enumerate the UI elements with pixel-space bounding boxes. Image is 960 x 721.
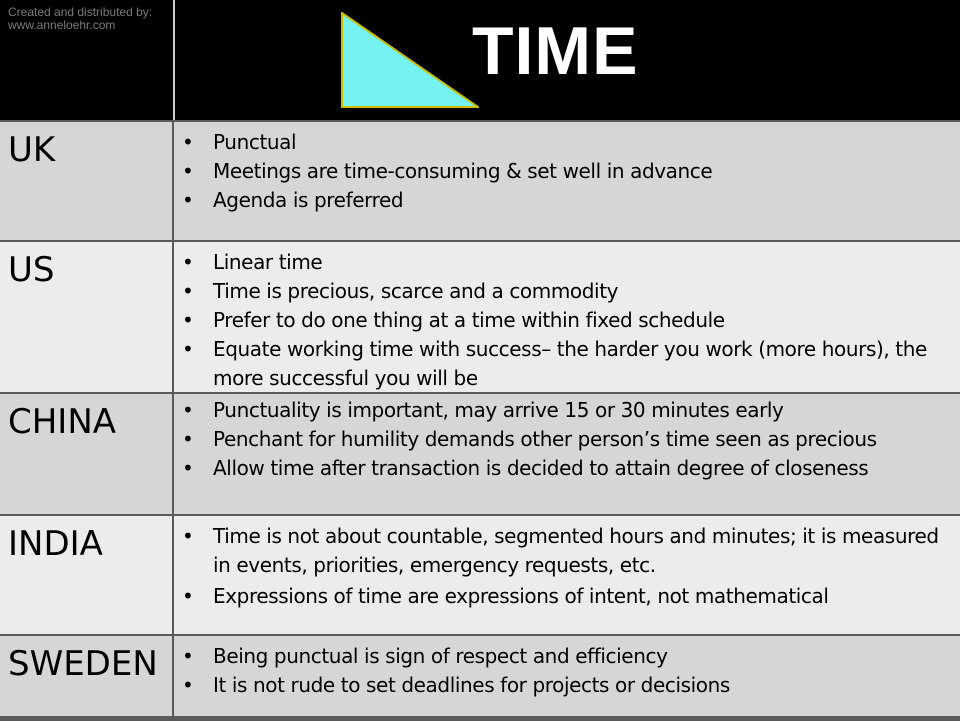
country-label: CHINA xyxy=(8,402,117,442)
country-cell xyxy=(0,636,174,716)
header-divider xyxy=(173,0,175,120)
points-list xyxy=(182,128,952,215)
bullet-point: • Meetings are time-consuming & set well in advance xyxy=(182,157,952,186)
table-row-uk xyxy=(0,120,960,240)
bullet-point: • Time is precious, scarce and a commodity xyxy=(182,277,952,306)
country-label: US xyxy=(8,250,55,290)
bullet-point: • Punctual xyxy=(182,128,952,157)
table-row-china xyxy=(0,392,960,514)
table-row-india xyxy=(0,514,960,634)
points-list xyxy=(182,396,952,483)
bullet-point: • Agenda is preferred xyxy=(182,186,952,215)
credit-text xyxy=(8,6,152,32)
bullet-point: • Prefer to do one thing at a time within fixed schedule xyxy=(182,306,952,335)
credit-line-1: Created and distributed by: xyxy=(8,5,153,19)
country-label: INDIA xyxy=(8,524,103,564)
bullet-point: • Expressions of time are expressions of intent, not mathematical xyxy=(182,582,952,611)
points-list xyxy=(182,642,952,700)
page-title: TIME xyxy=(472,13,639,89)
bullet-point: • It is not rude to set deadlines for projects or decisions xyxy=(182,671,952,700)
bullet-point: • Allow time after transaction is decided to attain degree of closeness xyxy=(182,454,952,483)
header xyxy=(0,0,960,120)
bullet-point: • Time is not about countable, segmented hours and minutes; it is measured in events, priorities, emergency requests, etc. xyxy=(182,522,952,580)
table-row-us xyxy=(0,240,960,392)
country-cell xyxy=(0,122,174,240)
bullet-point: • Penchant for humility demands other person’s time seen as precious xyxy=(182,425,952,454)
country-cell xyxy=(0,516,174,634)
bottom-border xyxy=(0,716,960,721)
bullet-point: • Linear time xyxy=(182,248,952,277)
country-cell xyxy=(0,242,174,392)
triangle-icon xyxy=(341,12,479,108)
bullet-point: • Punctuality is important, may arrive 15 or 30 minutes early xyxy=(182,396,952,425)
country-label: SWEDEN xyxy=(8,644,158,684)
table-row-sweden xyxy=(0,634,960,716)
country-cell xyxy=(0,394,174,514)
bullet-point: • Equate working time with success– the harder you work (more hours), the more successful you will be xyxy=(182,335,952,393)
country-label: UK xyxy=(8,130,56,170)
points-list xyxy=(182,248,952,393)
credit-line-2: www.anneloehr.com xyxy=(8,18,116,32)
bullet-point: • Being punctual is sign of respect and efficiency xyxy=(182,642,952,671)
points-list xyxy=(182,522,952,611)
